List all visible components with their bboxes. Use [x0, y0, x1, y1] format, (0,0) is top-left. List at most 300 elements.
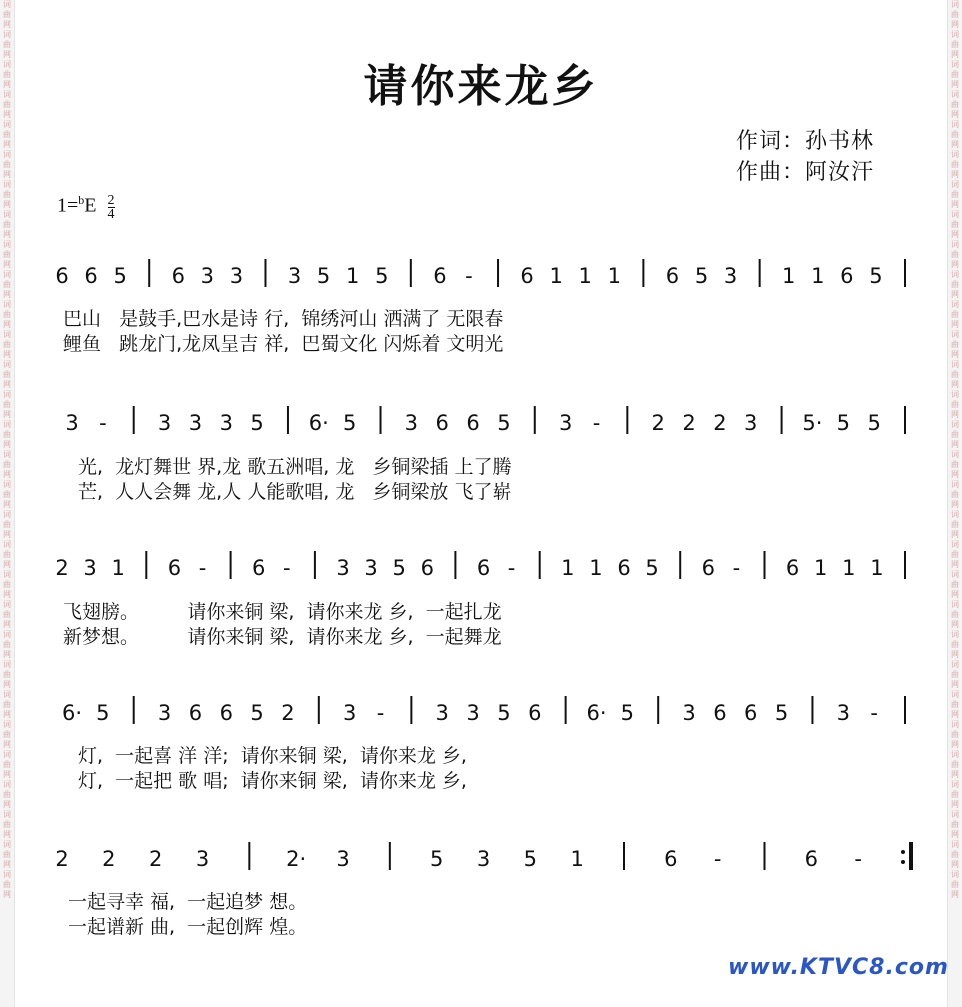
watermark-char: 曲	[3, 220, 11, 229]
lyric-row-4-verse-1: 灯, 一起喜 洋 洋; 请你来铜 梁, 请你来龙 乡,	[78, 745, 467, 767]
note: 6·	[61, 701, 83, 725]
note: 3	[200, 264, 215, 288]
note: 5	[774, 701, 789, 725]
watermark-char: 网	[951, 710, 959, 719]
watermark-char: 词	[3, 780, 11, 789]
watermark-char: 曲	[951, 550, 959, 559]
watermark-char: 网	[951, 890, 959, 899]
composer-credit: 作曲：阿汝汗	[736, 160, 875, 185]
watermark-char: 网	[951, 770, 959, 779]
watermark-char: 词	[3, 630, 11, 639]
note: 3	[404, 411, 419, 435]
watermark-char: 词	[951, 840, 959, 849]
note: 3	[682, 701, 696, 725]
note: 5	[375, 264, 389, 288]
watermark-char: 词	[951, 690, 959, 699]
note: 3	[336, 847, 350, 871]
watermark-char: 词	[3, 480, 11, 489]
watermark-char: 词	[951, 420, 959, 429]
watermark-char: 词	[3, 810, 11, 819]
note: 2	[682, 411, 696, 435]
watermark-char: 曲	[951, 880, 959, 889]
site-watermark: www.KTVC8.com	[728, 955, 949, 980]
watermark-char: 网	[951, 200, 959, 209]
note: 3	[558, 411, 573, 435]
watermark-char: 曲	[951, 40, 959, 49]
note: 3	[723, 264, 738, 288]
watermark-char: 曲	[951, 760, 959, 769]
watermark-char: 词	[951, 810, 959, 819]
watermark-char: 曲	[951, 370, 959, 379]
note: 5	[429, 847, 444, 871]
watermark-char: 曲	[3, 430, 11, 439]
note: 6	[476, 556, 491, 580]
watermark-char: 网	[951, 590, 959, 599]
watermark-char: 曲	[3, 640, 11, 649]
note: 3	[229, 264, 244, 288]
watermark-char: 词	[3, 690, 11, 699]
note: 6	[188, 701, 203, 725]
watermark-char: 网	[951, 440, 959, 449]
watermark-char: 网	[951, 320, 959, 329]
watermark-char: 网	[951, 380, 959, 389]
note: 3	[336, 556, 350, 580]
sustain-dash: -	[198, 556, 207, 580]
watermark-char: 曲	[3, 790, 11, 799]
watermark-char: 网	[951, 110, 959, 119]
watermark-char: 词	[3, 180, 11, 189]
note: 6	[219, 701, 233, 725]
watermark-char: 网	[3, 200, 11, 209]
sustain-dash: -	[854, 847, 862, 871]
watermark-char: 网	[3, 860, 11, 869]
watermark-char: 网	[951, 800, 959, 809]
watermark-char: 曲	[951, 460, 959, 469]
watermark-char: 词	[3, 150, 11, 159]
watermark-char: 词	[3, 240, 11, 249]
note: 1	[561, 556, 575, 580]
song-title: 请你来龙乡	[363, 61, 599, 112]
note: 6	[167, 556, 182, 580]
watermark-char: 词	[951, 360, 959, 369]
lyric-row-5-verse-2: 一起谱新 曲, 一起创辉 煌。	[68, 916, 308, 938]
note: 2	[148, 847, 163, 871]
note: 3	[157, 701, 172, 725]
watermark-char: 词	[951, 720, 959, 729]
note: 6·	[308, 411, 329, 435]
note: 6	[664, 847, 678, 871]
watermark-char: 网	[951, 50, 959, 59]
note: 6	[744, 701, 758, 725]
watermark-char: 曲	[3, 550, 11, 559]
note: 3	[83, 556, 97, 580]
watermark-char: 曲	[3, 760, 11, 769]
watermark-char: 词	[3, 390, 11, 399]
watermark-char: 网	[951, 530, 959, 539]
note: 5	[392, 556, 406, 580]
watermark-char: 曲	[951, 850, 959, 859]
note: 1	[870, 556, 884, 580]
sustain-dash: -	[283, 556, 291, 580]
watermark-char: 曲	[951, 280, 959, 289]
note: 6	[840, 264, 854, 288]
watermark-char: 词	[951, 750, 959, 759]
watermark-char: 曲	[3, 70, 11, 79]
note: 1	[811, 264, 825, 288]
watermark-char: 网	[3, 890, 11, 899]
watermark-char: 网	[3, 620, 11, 629]
watermark-char: 词	[3, 210, 11, 219]
watermark-char: 词	[3, 360, 11, 369]
lyric-row-1-verse-2: 鲤鱼 跳龙门,龙凤呈吉 祥, 巴蜀文化 闪烁着 文明光	[63, 333, 504, 355]
watermark-char: 网	[3, 530, 11, 539]
watermark-char: 曲	[3, 460, 11, 469]
note: 6	[55, 264, 69, 288]
watermark-char: 曲	[3, 190, 11, 199]
lyric-row-2-verse-1: 光, 龙灯舞世 界,龙 歌五洲唱, 龙 乡铜梁插 上了腾	[78, 456, 512, 478]
note: 5	[620, 701, 635, 725]
watermark-char: 网	[951, 560, 959, 569]
watermark-char: 网	[951, 170, 959, 179]
watermark-char: 词	[3, 660, 11, 669]
watermark-char: 曲	[951, 700, 959, 709]
note: 6	[466, 411, 480, 435]
watermark-char: 曲	[3, 880, 11, 889]
note: 6	[617, 556, 631, 580]
watermark-char: 词	[3, 330, 11, 339]
watermark-char: 词	[951, 480, 959, 489]
watermark-char: 曲	[951, 340, 959, 349]
watermark-char: 曲	[951, 820, 959, 829]
lyric-row-3-verse-1: 飞翅膀。 请你来铜 梁, 请你来龙 乡, 一起扎龙	[63, 601, 502, 623]
note: 5	[497, 701, 511, 725]
flat-sign: b	[78, 193, 85, 207]
watermark-char: 词	[3, 30, 11, 39]
watermark-char: 词	[3, 540, 11, 549]
watermark-char: 词	[3, 750, 11, 759]
watermark-char: 词	[951, 120, 959, 129]
lyric-row-5-verse-1: 一起寻幸 福, 一起追梦 想。	[68, 891, 308, 913]
note: 5	[869, 264, 883, 288]
watermark-char: 网	[951, 140, 959, 149]
sustain-dash: -	[507, 556, 516, 580]
watermark-char: 网	[3, 770, 11, 779]
watermark-char: 网	[3, 650, 11, 659]
watermark-char: 词	[951, 450, 959, 459]
watermark-char: 曲	[3, 100, 11, 109]
lyric-row-1-verse-1: 巴山 是鼓手,巴水是诗 行, 锦绣河山 洒满了 无限春	[63, 308, 504, 330]
watermark-char: 网	[951, 650, 959, 659]
watermark-char: 曲	[3, 40, 11, 49]
key-prefix: 1=	[57, 194, 79, 217]
watermark-char: 曲	[3, 370, 11, 379]
watermark-char: 网	[951, 830, 959, 839]
watermark-char: 网	[3, 710, 11, 719]
watermark-char: 曲	[3, 310, 11, 319]
watermark-char: 曲	[3, 280, 11, 289]
watermark-char: 网	[951, 680, 959, 689]
note: 5	[645, 556, 659, 580]
note: 5	[694, 264, 709, 288]
watermark-char: 词	[951, 600, 959, 609]
note: 1	[578, 264, 592, 288]
note: 6	[665, 264, 680, 288]
watermark-char: 网	[951, 470, 959, 479]
watermark-char: 曲	[3, 400, 11, 409]
sustain-dash: -	[713, 847, 722, 871]
note: 5	[96, 701, 110, 725]
note: 1	[346, 264, 360, 288]
note: 6	[171, 264, 185, 288]
watermark-char: 词	[951, 240, 959, 249]
note: 3	[219, 411, 233, 435]
note: 5	[523, 847, 538, 871]
note: 1	[549, 264, 563, 288]
watermark-char: 曲	[3, 340, 11, 349]
note: 3	[836, 701, 850, 725]
watermark-char: 词	[951, 570, 959, 579]
watermark-char: 曲	[3, 670, 11, 679]
watermark-char: 网	[3, 260, 11, 269]
watermark-char: 网	[3, 350, 11, 359]
note: 3	[466, 701, 480, 725]
watermark-char: 网	[951, 620, 959, 629]
watermark-char: 曲	[3, 130, 11, 139]
note: 1	[589, 556, 603, 580]
watermark-char: 词	[3, 420, 11, 429]
note: 6	[84, 264, 98, 288]
watermark-char: 词	[3, 840, 11, 849]
watermark-char: 词	[3, 60, 11, 69]
watermark-char: 词	[951, 630, 959, 639]
time-top: 2	[107, 192, 115, 208]
note: 2	[281, 701, 295, 725]
watermark-char: 网	[3, 740, 11, 749]
watermark-char: 词	[951, 90, 959, 99]
watermark-char: 词	[951, 270, 959, 279]
sustain-dash: -	[870, 701, 878, 725]
note: 5	[113, 264, 127, 288]
note: 6	[435, 411, 449, 435]
watermark-char: 网	[3, 50, 11, 59]
note: 1	[570, 847, 584, 871]
time-bottom: 4	[107, 206, 115, 222]
watermark-char: 曲	[3, 10, 11, 19]
watermark-char: 网	[3, 290, 11, 299]
watermark-char: 网	[3, 590, 11, 599]
note: 2	[713, 411, 727, 435]
watermark-char: 网	[951, 740, 959, 749]
watermark-char: 曲	[3, 160, 11, 169]
watermark-char: 网	[951, 350, 959, 359]
watermark-char: 曲	[951, 70, 959, 79]
watermark-char: 网	[951, 260, 959, 269]
note: 6	[713, 701, 727, 725]
watermark-char: 词	[951, 210, 959, 219]
watermark-char: 曲	[3, 730, 11, 739]
note: 6	[701, 556, 715, 580]
watermark-char: 词	[951, 660, 959, 669]
watermark-char: 网	[951, 290, 959, 299]
note: 3	[195, 847, 210, 871]
note: 5·	[802, 411, 823, 435]
note: 3	[342, 701, 357, 725]
watermark-char: 词	[3, 720, 11, 729]
watermark-char: 曲	[3, 580, 11, 589]
note: 3	[188, 411, 203, 435]
note: 5	[836, 411, 850, 435]
watermark-char: 曲	[951, 670, 959, 679]
watermark-char: 词	[3, 600, 11, 609]
note: 2	[651, 411, 665, 435]
watermark-char: 网	[951, 20, 959, 29]
watermark-char: 词	[951, 390, 959, 399]
note: 3	[287, 264, 302, 288]
watermark-char: 网	[951, 410, 959, 419]
watermark-char: 曲	[3, 820, 11, 829]
watermark-char: 网	[3, 230, 11, 239]
watermark-char: 词	[3, 90, 11, 99]
watermark-char: 曲	[951, 610, 959, 619]
watermark-char: 网	[3, 680, 11, 689]
note: 2	[102, 847, 116, 871]
watermark-char: 词	[951, 300, 959, 309]
lyricist-credit: 作词：孙书林	[736, 129, 875, 154]
watermark-char: 网	[3, 410, 11, 419]
note: 6	[520, 264, 534, 288]
watermark-char: 词	[3, 570, 11, 579]
note: 2	[55, 556, 69, 580]
watermark-char: 词	[3, 870, 11, 879]
watermark-char: 词	[3, 300, 11, 309]
watermark-char: 词	[3, 270, 11, 279]
note: 3	[476, 847, 491, 871]
note: 6	[433, 264, 447, 288]
watermark-char: 曲	[951, 190, 959, 199]
note: 1	[842, 556, 856, 580]
watermark-char: 网	[3, 170, 11, 179]
lyric-row-4-verse-2: 灯, 一起把 歌 唱; 请你来铜 梁, 请你来龙 乡,	[78, 770, 467, 792]
watermark-char: 曲	[951, 430, 959, 439]
watermark-char: 词	[3, 510, 11, 519]
note: 3	[435, 701, 449, 725]
watermark-char: 曲	[951, 160, 959, 169]
watermark-char: 网	[951, 860, 959, 869]
watermark-char: 曲	[951, 100, 959, 109]
sustain-dash: -	[99, 411, 107, 435]
watermark-char: 词	[951, 180, 959, 189]
watermark-char: 词	[951, 330, 959, 339]
note: 3	[65, 411, 79, 435]
watermark-char: 曲	[951, 490, 959, 499]
watermark-char: 网	[3, 80, 11, 89]
note: 1	[607, 264, 621, 288]
watermark-char: 曲	[951, 580, 959, 589]
watermark-char: 网	[3, 560, 11, 569]
note: 3	[157, 411, 172, 435]
watermark-char: 网	[951, 500, 959, 509]
watermark-char: 网	[951, 230, 959, 239]
watermark-char: 词	[3, 0, 11, 9]
watermark-char: 词	[951, 510, 959, 519]
watermark-char: 曲	[951, 520, 959, 529]
note: 6	[420, 556, 434, 580]
note: 3	[744, 411, 758, 435]
note: 5	[342, 411, 357, 435]
note: 6	[804, 847, 819, 871]
note: 5	[250, 701, 264, 725]
watermark-char: 网	[3, 800, 11, 809]
note: 6	[252, 556, 266, 580]
note: 1	[814, 556, 828, 580]
watermark-char: 曲	[951, 130, 959, 139]
watermark-char: 网	[3, 110, 11, 119]
watermark-char: 网	[951, 80, 959, 89]
watermark-char: 词	[951, 60, 959, 69]
watermark-char: 曲	[3, 250, 11, 259]
watermark-char: 网	[3, 20, 11, 29]
watermark-char: 曲	[3, 850, 11, 859]
note: 1	[111, 556, 125, 580]
note: 6	[785, 556, 800, 580]
watermark-char: 曲	[951, 10, 959, 19]
note: 2	[55, 847, 69, 871]
watermark-char: 曲	[951, 220, 959, 229]
lyric-row-2-verse-2: 芒, 人人会舞 龙,人 人能歌唱, 龙 乡铜梁放 飞了崭	[78, 481, 512, 503]
watermark-char: 曲	[951, 640, 959, 649]
watermark-char: 曲	[3, 520, 11, 529]
note: 5	[497, 411, 511, 435]
lyric-row-3-verse-2: 新梦想。 请你来铜 梁, 请你来龙 乡, 一起舞龙	[63, 626, 502, 648]
note: 5	[867, 411, 881, 435]
note: 5	[316, 264, 331, 288]
watermark-char: 曲	[3, 700, 11, 709]
note: 1	[782, 264, 796, 288]
watermark-char: 曲	[3, 610, 11, 619]
sustain-dash: -	[465, 264, 473, 288]
watermark-char: 词	[951, 30, 959, 39]
note: 5	[250, 411, 264, 435]
note: 2·	[286, 847, 307, 871]
repeat-dot	[901, 850, 905, 854]
sustain-dash: -	[592, 411, 601, 435]
note: 6·	[586, 701, 607, 725]
watermark-char: 网	[3, 830, 11, 839]
watermark-char: 词	[951, 150, 959, 159]
watermark-char: 网	[3, 140, 11, 149]
watermark-char: 词	[951, 870, 959, 879]
watermark-char: 网	[3, 500, 11, 509]
watermark-char: 曲	[951, 400, 959, 409]
watermark-char: 曲	[951, 730, 959, 739]
key-note: E	[84, 194, 97, 217]
watermark-char: 网	[3, 320, 11, 329]
watermark-char: 曲	[3, 490, 11, 499]
repeat-dot	[901, 860, 905, 864]
watermark-char: 曲	[951, 790, 959, 799]
watermark-char: 网	[3, 440, 11, 449]
sustain-dash: -	[376, 701, 385, 725]
watermark-char: 词	[951, 0, 959, 9]
watermark-char: 词	[951, 780, 959, 789]
watermark-char: 词	[3, 450, 11, 459]
note: 3	[364, 556, 378, 580]
watermark-char: 网	[3, 380, 11, 389]
watermark-char: 曲	[951, 250, 959, 259]
note: 6	[528, 701, 542, 725]
watermark-char: 词	[951, 540, 959, 549]
watermark-char: 词	[3, 120, 11, 129]
